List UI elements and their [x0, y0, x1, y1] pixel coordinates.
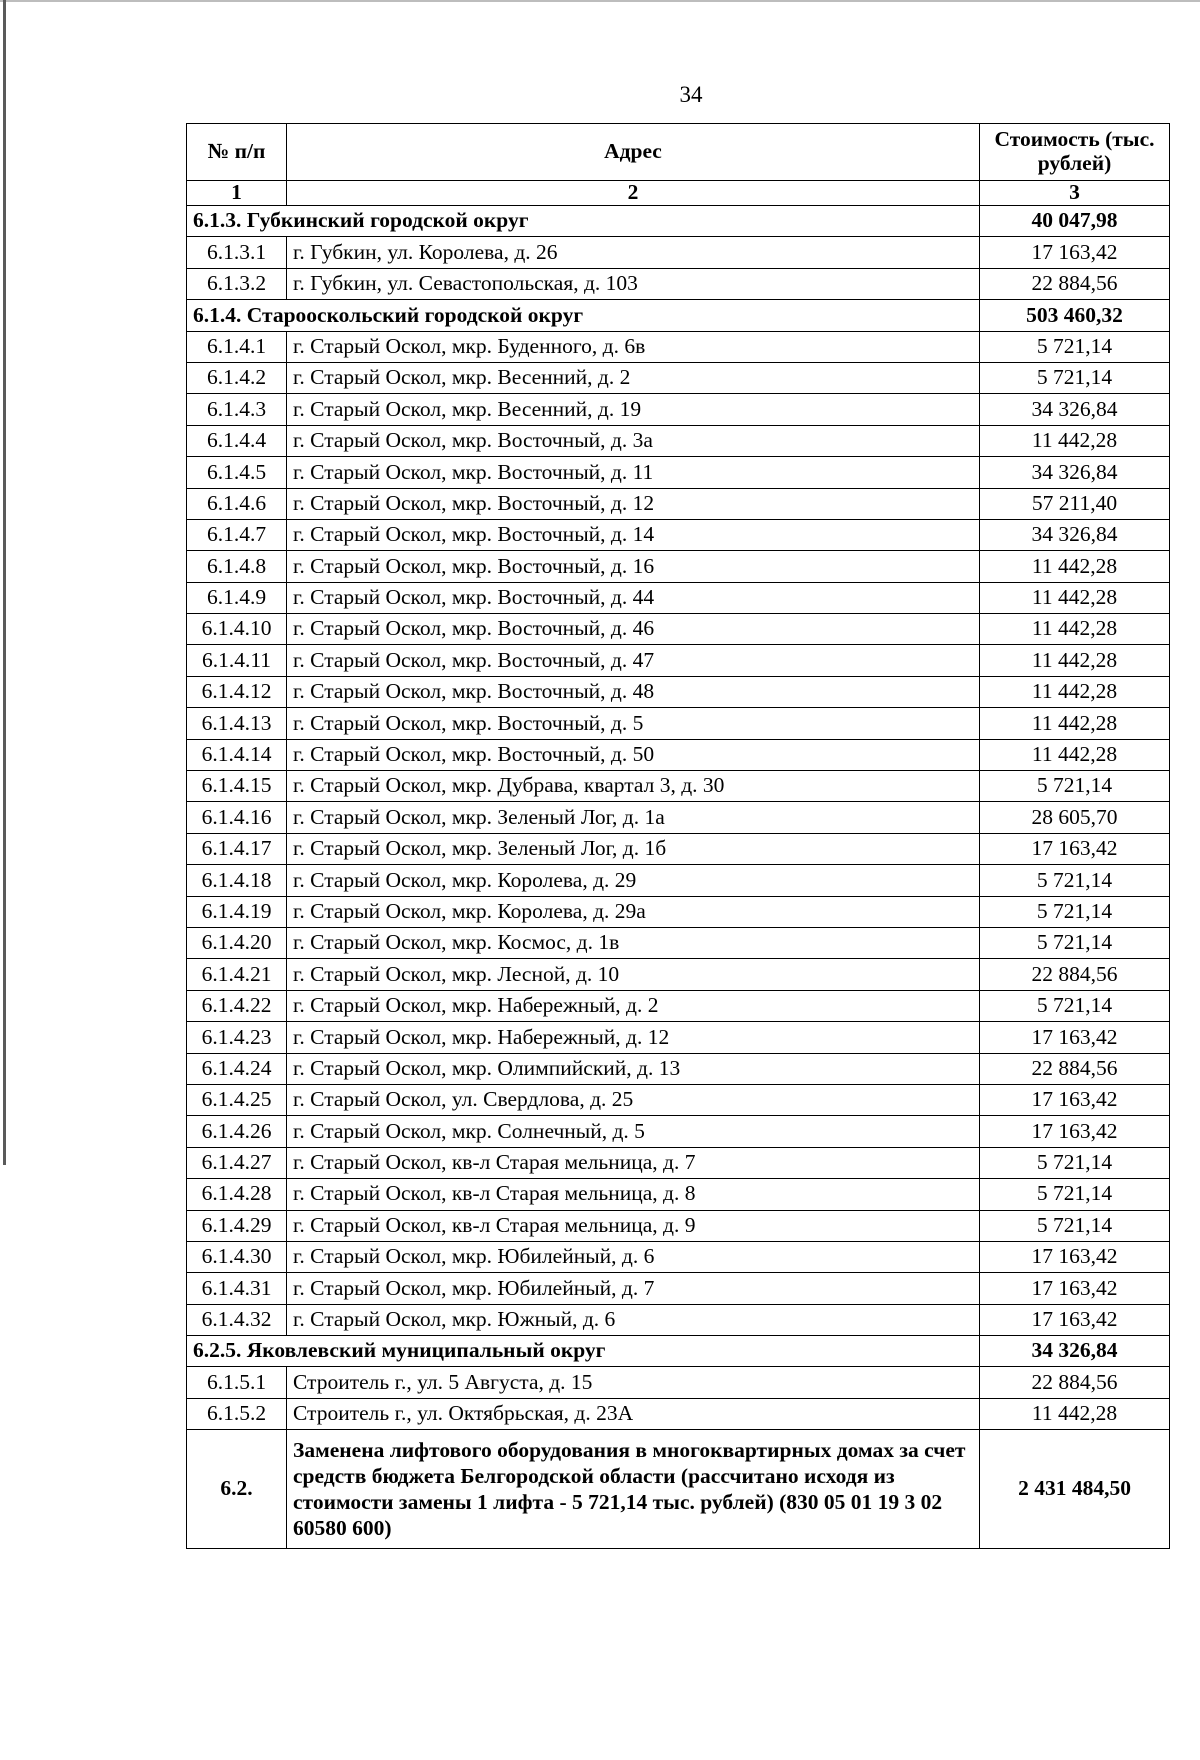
column-numbers-row [187, 181, 1170, 206]
table-row [187, 865, 1170, 896]
row-number: 6.1.4.8 [187, 551, 287, 582]
row-address: г. Старый Оскол, кв-л Старая мельница, д. 9 [287, 1210, 980, 1241]
table-row [187, 959, 1170, 990]
section-row [187, 300, 1170, 331]
table-row [187, 1241, 1170, 1272]
section-row [187, 1336, 1170, 1367]
table-row [187, 1210, 1170, 1241]
table-row [187, 927, 1170, 958]
row-address: г. Старый Оскол, мкр. Восточный, д. 14 [287, 519, 980, 550]
row-cost: 5 721,14 [980, 927, 1170, 958]
row-cost: 17 163,42 [980, 237, 1170, 268]
table-row [187, 425, 1170, 456]
row-cost: 22 884,56 [980, 959, 1170, 990]
table-row [187, 1273, 1170, 1304]
row-number: 6.1.4.2 [187, 362, 287, 393]
table-row [187, 1304, 1170, 1335]
row-number: 6.1.4.10 [187, 614, 287, 645]
row-address: г. Старый Оскол, мкр. Солнечный, д. 5 [287, 1116, 980, 1147]
table-row [187, 582, 1170, 613]
column-number: 2 [287, 181, 980, 206]
table-row [187, 676, 1170, 707]
section-total: 503 460,32 [980, 300, 1170, 331]
row-cost: 28 605,70 [980, 802, 1170, 833]
row-cost: 34 326,84 [980, 394, 1170, 425]
row-address: Строитель г., ул. 5 Августа, д. 15 [287, 1367, 980, 1398]
summary-row [187, 1430, 1170, 1549]
table-header-row [187, 124, 1170, 181]
row-cost: 22 884,56 [980, 268, 1170, 299]
row-address: г. Старый Оскол, мкр. Королева, д. 29 [287, 865, 980, 896]
row-number: 6.1.4.17 [187, 833, 287, 864]
row-address: г. Старый Оскол, ул. Свердлова, д. 25 [287, 1084, 980, 1115]
row-number: 6.1.4.19 [187, 896, 287, 927]
table-row [187, 1398, 1170, 1429]
row-cost: 11 442,28 [980, 708, 1170, 739]
row-cost: 5 721,14 [980, 990, 1170, 1021]
row-cost: 11 442,28 [980, 425, 1170, 456]
row-cost: 17 163,42 [980, 1116, 1170, 1147]
table-row [187, 237, 1170, 268]
row-number: 6.1.4.32 [187, 1304, 287, 1335]
row-number: 6.1.4.25 [187, 1084, 287, 1115]
section-title: 6.1.3. Губкинский городской округ [187, 206, 980, 237]
row-address: г. Старый Оскол, мкр. Юбилейный, д. 7 [287, 1273, 980, 1304]
row-cost: 5 721,14 [980, 865, 1170, 896]
row-number: 6.1.4.30 [187, 1241, 287, 1272]
row-address: г. Губкин, ул. Королева, д. 26 [287, 237, 980, 268]
row-number: 6.1.4.14 [187, 739, 287, 770]
row-address: г. Старый Оскол, мкр. Набережный, д. 2 [287, 990, 980, 1021]
header-cost: Стоимость (тыс. рублей) [980, 124, 1170, 181]
row-address: г. Старый Оскол, мкр. Восточный, д. 3а [287, 425, 980, 456]
row-number: 6.1.4.22 [187, 990, 287, 1021]
table-row [187, 708, 1170, 739]
row-address: г. Старый Оскол, мкр. Восточный, д. 48 [287, 676, 980, 707]
row-number: 6.1.4.31 [187, 1273, 287, 1304]
row-number: 6.1.4.6 [187, 488, 287, 519]
row-cost: 5 721,14 [980, 1179, 1170, 1210]
row-number: 6.1.3.1 [187, 237, 287, 268]
row-address: Строитель г., ул. Октябрьская, д. 23А [287, 1398, 980, 1429]
table-row [187, 268, 1170, 299]
section-total: 34 326,84 [980, 1336, 1170, 1367]
row-number: 6.1.4.28 [187, 1179, 287, 1210]
row-address: г. Старый Оскол, мкр. Весенний, д. 19 [287, 394, 980, 425]
table-row [187, 488, 1170, 519]
row-cost: 11 442,28 [980, 1398, 1170, 1429]
row-cost: 34 326,84 [980, 519, 1170, 550]
table-row [187, 551, 1170, 582]
row-number: 6.1.4.29 [187, 1210, 287, 1241]
row-address: г. Старый Оскол, мкр. Лесной, д. 10 [287, 959, 980, 990]
row-address: г. Старый Оскол, мкр. Восточный, д. 47 [287, 645, 980, 676]
row-cost: 22 884,56 [980, 1053, 1170, 1084]
table-row [187, 1367, 1170, 1398]
row-cost: 11 442,28 [980, 614, 1170, 645]
row-cost: 11 442,28 [980, 551, 1170, 582]
table-row [187, 1022, 1170, 1053]
page-number: 34 [679, 82, 703, 107]
row-number: 6.1.4.24 [187, 1053, 287, 1084]
row-cost: 11 442,28 [980, 676, 1170, 707]
row-address: г. Старый Оскол, мкр. Зеленый Лог, д. 1а [287, 802, 980, 833]
row-number: 6.1.3.2 [187, 268, 287, 299]
row-address: г. Старый Оскол, мкр. Восточный, д. 50 [287, 739, 980, 770]
row-number: 6.1.4.3 [187, 394, 287, 425]
row-number: 6.1.4.13 [187, 708, 287, 739]
row-cost: 17 163,42 [980, 1241, 1170, 1272]
row-number: 6.1.4.7 [187, 519, 287, 550]
row-address: г. Старый Оскол, мкр. Юбилейный, д. 6 [287, 1241, 980, 1272]
section-row [187, 206, 1170, 237]
row-cost: 5 721,14 [980, 771, 1170, 802]
row-number: 6.1.4.20 [187, 927, 287, 958]
row-cost: 5 721,14 [980, 331, 1170, 362]
row-address: г. Старый Оскол, мкр. Весенний, д. 2 [287, 362, 980, 393]
table-row [187, 362, 1170, 393]
row-number: 6.1.5.1 [187, 1367, 287, 1398]
row-cost: 17 163,42 [980, 833, 1170, 864]
row-address: г. Старый Оскол, мкр. Зеленый Лог, д. 1б [287, 833, 980, 864]
row-number: 6.1.4.26 [187, 1116, 287, 1147]
row-address: г. Старый Оскол, мкр. Восточный, д. 46 [287, 614, 980, 645]
row-cost: 5 721,14 [980, 1210, 1170, 1241]
row-address: г. Старый Оскол, мкр. Восточный, д. 11 [287, 457, 980, 488]
row-number: 6.1.5.2 [187, 1398, 287, 1429]
row-address: г. Старый Оскол, мкр. Олимпийский, д. 13 [287, 1053, 980, 1084]
header-address: Адрес [287, 124, 980, 181]
row-address: г. Старый Оскол, мкр. Королева, д. 29а [287, 896, 980, 927]
row-cost: 11 442,28 [980, 645, 1170, 676]
row-cost: 5 721,14 [980, 896, 1170, 927]
row-address: г. Губкин, ул. Севастопольская, д. 103 [287, 268, 980, 299]
row-cost: 17 163,42 [980, 1304, 1170, 1335]
row-number: 6.1.4.15 [187, 771, 287, 802]
row-cost: 5 721,14 [980, 362, 1170, 393]
row-number: 6.1.4.21 [187, 959, 287, 990]
table-row [187, 1179, 1170, 1210]
section-title: 6.1.4. Старооскольский городской округ [187, 300, 980, 331]
table-row [187, 833, 1170, 864]
row-cost: 17 163,42 [980, 1273, 1170, 1304]
row-number: 6.1.4.27 [187, 1147, 287, 1178]
table-row [187, 896, 1170, 927]
row-cost: 57 211,40 [980, 488, 1170, 519]
summary-total: 2 431 484,50 [980, 1430, 1170, 1549]
row-number: 6.1.4.11 [187, 645, 287, 676]
column-number: 1 [187, 181, 287, 206]
table-row [187, 1116, 1170, 1147]
row-number: 6.1.4.5 [187, 457, 287, 488]
row-cost: 5 721,14 [980, 1147, 1170, 1178]
row-address: г. Старый Оскол, мкр. Космос, д. 1в [287, 927, 980, 958]
table-row [187, 457, 1170, 488]
table-row [187, 519, 1170, 550]
row-cost: 22 884,56 [980, 1367, 1170, 1398]
table-row [187, 394, 1170, 425]
row-address: г. Старый Оскол, мкр. Восточный, д. 44 [287, 582, 980, 613]
table-row [187, 614, 1170, 645]
table-row [187, 990, 1170, 1021]
row-cost: 11 442,28 [980, 739, 1170, 770]
row-address: г. Старый Оскол, мкр. Восточный, д. 12 [287, 488, 980, 519]
table-row [187, 645, 1170, 676]
row-cost: 34 326,84 [980, 457, 1170, 488]
row-address: г. Старый Оскол, мкр. Буденного, д. 6в [287, 331, 980, 362]
header-num: № п/п [187, 124, 287, 181]
row-address: г. Старый Оскол, мкр. Восточный, д. 16 [287, 551, 980, 582]
scan-edge-top [0, 0, 1200, 2]
row-number: 6.1.4.12 [187, 676, 287, 707]
column-number: 3 [980, 181, 1170, 206]
section-total: 40 047,98 [980, 206, 1170, 237]
table-row [187, 1147, 1170, 1178]
row-cost: 17 163,42 [980, 1084, 1170, 1115]
row-address: г. Старый Оскол, мкр. Восточный, д. 5 [287, 708, 980, 739]
row-number: 6.1.4.1 [187, 331, 287, 362]
row-cost: 17 163,42 [980, 1022, 1170, 1053]
section-title: 6.2.5. Яковлевский муниципальный округ [187, 1336, 980, 1367]
table-row [187, 331, 1170, 362]
table-row [187, 802, 1170, 833]
scan-edge-left [3, 0, 6, 1165]
row-address: г. Старый Оскол, мкр. Дубрава, квартал 3, д. 30 [287, 771, 980, 802]
table-row [187, 739, 1170, 770]
row-number: 6.1.4.16 [187, 802, 287, 833]
cost-table [186, 123, 1170, 1549]
summary-description: Заменена лифтового оборудования в многоквартирных домах за счет средств бюджета Белгородской области (рассчитано исходя из стоимости замены 1 лифта - 5 721,14 тыс. рублей) (830 05 01 19 3 02 60580 600) [287, 1430, 980, 1549]
row-cost: 11 442,28 [980, 582, 1170, 613]
table-row [187, 1053, 1170, 1084]
table-row [187, 1084, 1170, 1115]
table-row [187, 771, 1170, 802]
row-number: 6.1.4.4 [187, 425, 287, 456]
row-address: г. Старый Оскол, мкр. Набережный, д. 12 [287, 1022, 980, 1053]
row-number: 6.1.4.9 [187, 582, 287, 613]
row-number: 6.1.4.18 [187, 865, 287, 896]
row-address: г. Старый Оскол, мкр. Южный, д. 6 [287, 1304, 980, 1335]
row-number: 6.1.4.23 [187, 1022, 287, 1053]
row-address: г. Старый Оскол, кв-л Старая мельница, д. 7 [287, 1147, 980, 1178]
summary-number: 6.2. [187, 1430, 287, 1549]
row-address: г. Старый Оскол, кв-л Старая мельница, д. 8 [287, 1179, 980, 1210]
